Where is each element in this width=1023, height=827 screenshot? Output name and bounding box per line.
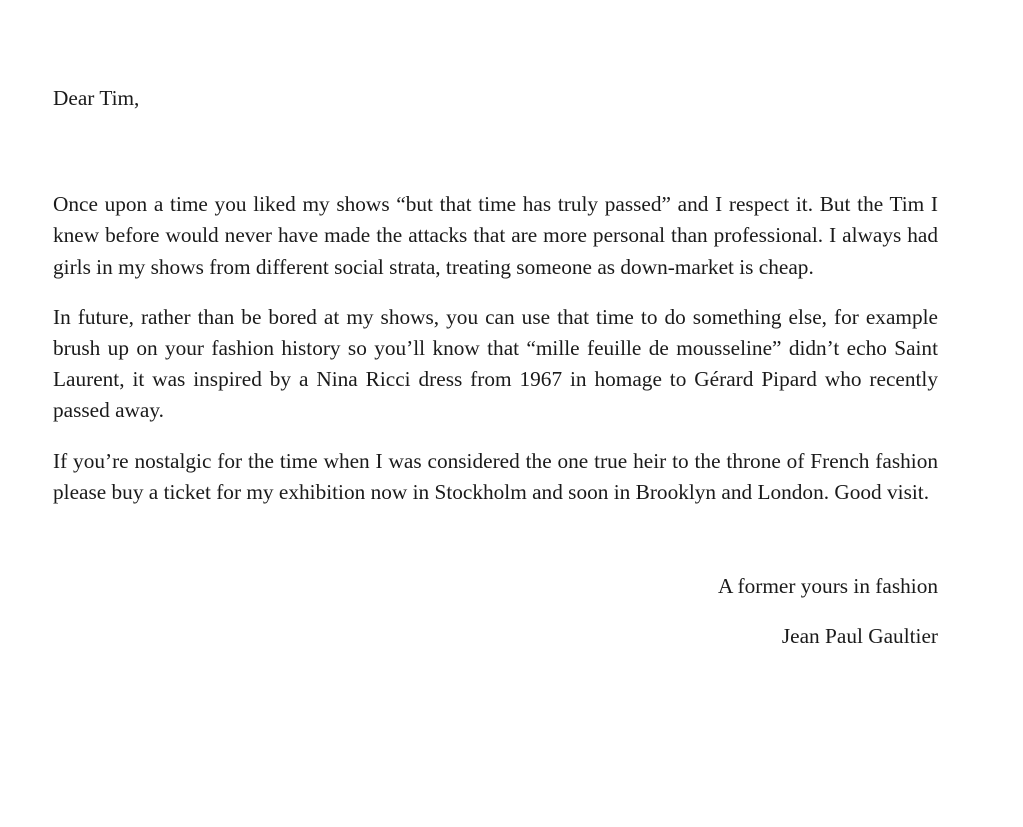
paragraph-2: In future, rather than be bored at my shows, you can use that time to do something else, for example brush up on your fashion history so you’ll know that “mille feuille de mousseline” didn’t echo Saint Laurent, it was inspired by a Nina Ricci dress from 1967 in homage to Gérard Pipard who recently passed away. bbox=[53, 304, 938, 423]
salutation: Dear Tim, bbox=[53, 86, 140, 110]
paragraph-3: If you’re nostalgic for the time when I was considered the one true heir to the throne of French fashion please buy a ticket for my exhibition now in Stockholm and soon in Brooklyn and London. Good visit. bbox=[53, 448, 938, 504]
signature: Jean Paul Gaultier bbox=[781, 624, 938, 649]
closing-line: A former yours in fashion bbox=[717, 574, 938, 599]
paragraph-1: Once upon a time you liked my shows “but that time has truly passed” and I respect it. But the Tim I knew before would never have made the attacks that are more personal than professional. I always had girls in my shows from different social strata, treating someone as down-market is cheap. bbox=[53, 192, 938, 279]
letter-body bbox=[53, 83, 938, 652]
